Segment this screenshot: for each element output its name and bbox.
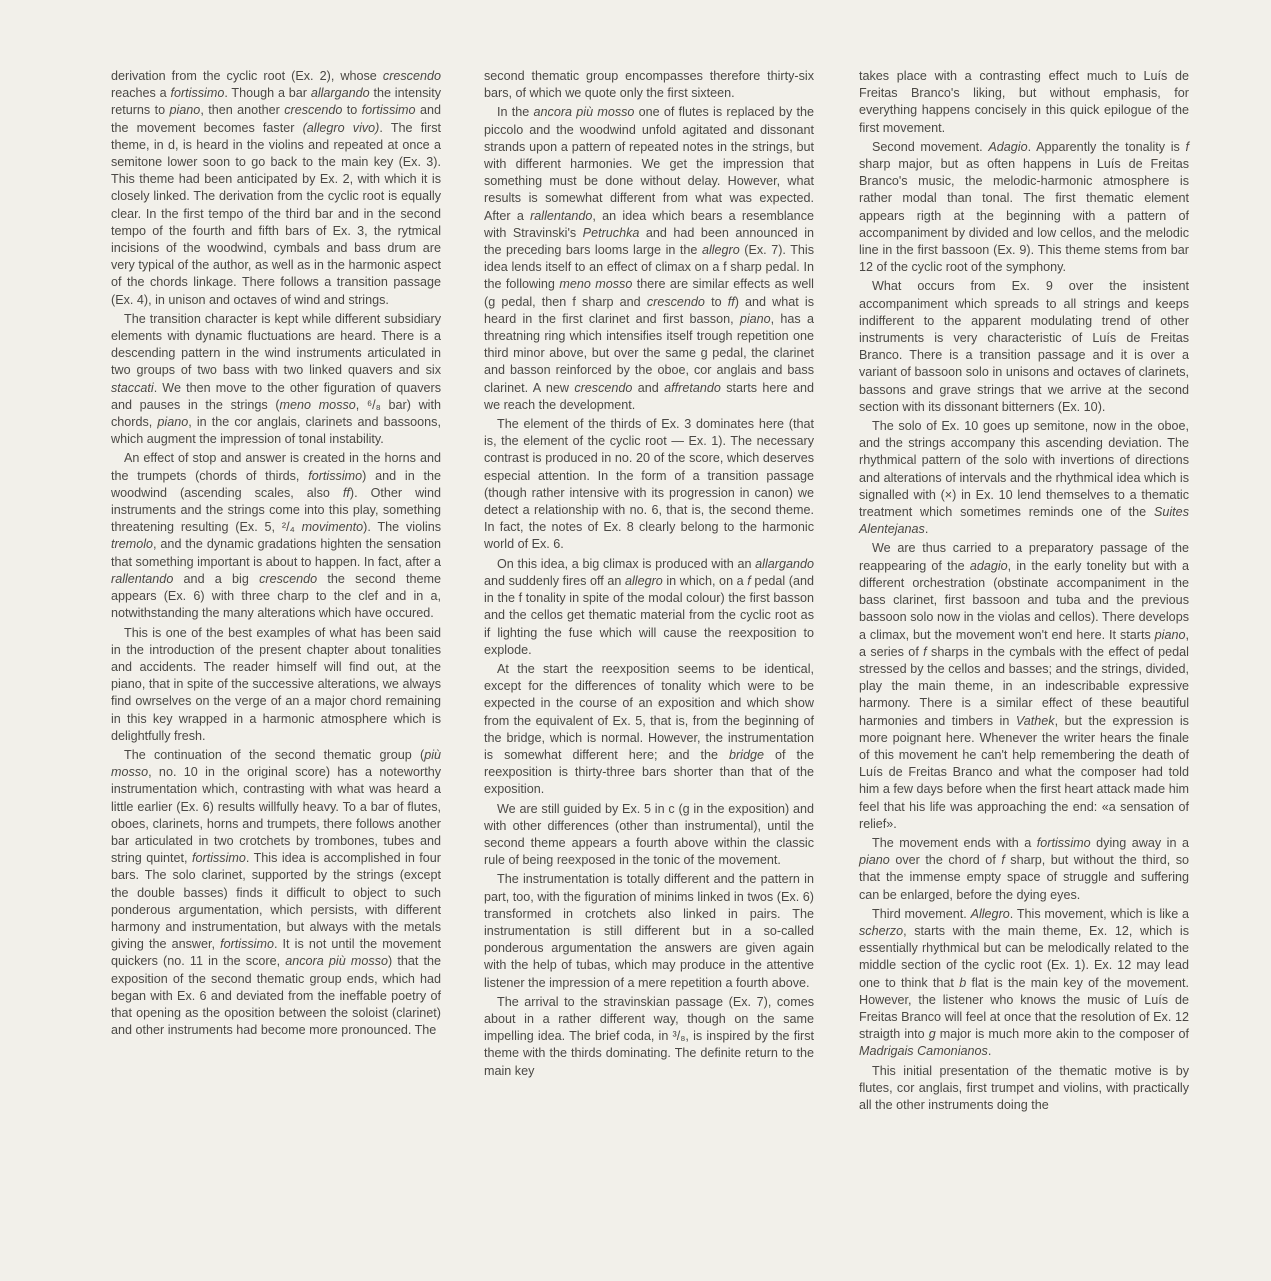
paragraph: An effect of stop and answer is created in the horns and the trumpets (chords of thirds, fortissimo) and in the woodwind (ascending scales, also ff). Other wind instruments and the strings come into this play, something threatening resulting (Ex. 5, ²/₄ movimento). The violins tremolo, and the dynamic gradations highten the sensation that something important is about to happen. In fact, after a rallentando and a big crescendo the second theme appears (Ex. 6) with three charp to the clef and in a, notwithstanding the many alterations which have occured. [111, 451, 441, 621]
text-column-3 [859, 68, 1189, 1116]
text-column-1 [111, 68, 441, 1041]
paragraph: On this idea, a big climax is produced with an allargando and suddenly fires off an allegro in which, on a f pedal (and in the f tonality in spite of the modal colour) the first basson and the cellos get thematic material from the cyclic root as if lighting the fuse which will cause the reexposition to explode. [484, 556, 814, 657]
paragraph: second thematic group encompasses therefore thirty-six bars, of which we quote only the first sixteen. [484, 69, 814, 101]
paragraph: We are thus carried to a preparatory passage of the reappearing of the adagio, in the early tonelity but with a different orchestration (obstinate accompaniment in the bass clarinet, first bassoon and tuba and the previous bassoon solo now in the violas and cellos). There develops a climax, but the movement won't end here. It starts piano, a series of f sharps in the cymbals with the effect of pedal stressed by the cellos and basses; and the strings, divided, play the main theme, in an indescribable expressive harmony. There is a similar effect of these beautiful harmonies and timbers in Vathek, but the expression is more poignant here. Whenever the writer hears the finale of this movement he can't help remembering the death of Luís de Freitas Branco and what the composer had told him a few days before when the first heart attack made him feel that his life was approaching the end: «a sensation of relief». [859, 541, 1189, 831]
paragraph: Second movement. Adagio. Apparently the tonality is f sharp major, but as often happens in Luís de Freitas Branco's music, the melodic-harmonic atmosphere is rather modal than tonal. The first thematic element appears rigth at the beginning with a pattern of accompaniment by divided and low cellos, and the melodic line in the first bassoon (Ex. 9). This theme stems from bar 12 of the cyclic root of the symphony. [859, 139, 1189, 275]
paragraph: The instrumentation is totally different and the pattern in part, too, with the figuration of minims linked in twos (Ex. 6) transformed in crotchets also linked in pairs. The instrumentation is still different but in a so-called ponderous argumentation the answers are given again with the help of tubas, which may produce in the attentive listener the impression of a mere repetition a fourth above. [484, 872, 814, 990]
paragraph: derivation from the cyclic root (Ex. 2), whose crescendo reaches a fortissimo. Though a bar allargando the intensity returns to piano, then another crescendo to fortissimo and the movement becomes faster (allegro vivo). The first theme, in d, is heard in the violins and repeated at once a semitone lower soon to go back to the main key (Ex. 3). This theme had been anticipated by Ex. 2, with which it is closely linked. The derivation from the cyclic root is equally clear. In the first tempo of the third bar and in the second tempo of the fourth and fifth bars of Ex. 3, the rytmical incisions of the woodwind, cymbals and bass drum are very typical of the author, as well as in the harmonic aspect of the chords linkage. There follows a transition passage (Ex. 4), in unison and octaves of wind and strings. [111, 69, 441, 307]
paragraph: This initial presentation of the thematic motive is by flutes, cor anglais, first trumpet and violins, with practically all the other instruments doing the [859, 1063, 1189, 1112]
paragraph: The movement ends with a fortissimo dying away in a piano over the chord of f sharp, but without the third, so that the immense empty space of struggle and suffering can be enlarged, before the dying eyes. [859, 835, 1189, 902]
paragraph: The transition character is kept while different subsidiary elements with dynamic fluctuations are heard. There is a descending pattern in the wind instruments articulated in two groups of two bass with two linked quavers and six staccati. We then move to the other figuration of quavers and pauses in the strings (meno mosso, ⁶/₈ bar) with chords, piano, in the cor anglais, clarinets and bassoons, which augment the impression of tonal instability. [111, 311, 441, 447]
paragraph: We are still guided by Ex. 5 in c (g in the exposition) and with other differences (other than instrumental), until the second theme appears a fourth above within the classic rule of being reexposed in the tonic of the movement. [484, 801, 814, 868]
paragraph: At the start the reexposition seems to be identical, except for the differences of tonality which were to be expected in the course of an exposition and which show from the equivalent of Ex. 5, that is, from the beginning of the bridge, which is normal. However, the instrumentation is somewhat different here; and the bridge of the reexposition is thirty-three bars shorter than that of the exposition. [484, 661, 814, 797]
paragraph: Third movement. Allegro. This movement, which is like a scherzo, starts with the main theme, Ex. 12, which is essentially rhythmical but can be melodically related to the middle section of the cyclic root (Ex. 1). Ex. 12 may lead one to think that b flat is the main key of the movement. However, the listener who knows the music of Luís de Freitas Branco will feel at once that the resolution of Ex. 12 straigth into g major is much more akin to the composer of Madrigais Camonianos. [859, 906, 1190, 1059]
paragraph: takes place with a contrasting effect much to Luís de Freitas Branco's liking, but without emphasis, for everything happens concisely in this quick epilogue of the first movement. [859, 69, 1189, 135]
paragraph: The element of the thirds of Ex. 3 dominates here (that is, the element of the cyclic root — Ex. 1). The necessary contrast is produced in no. 20 of the score, which deserves especial attention. In the form of a transition passage (though rather intensive with its progression in canon) we detect a relationship with no. 6, that is, the second theme. In fact, the notes of Ex. 8 clearly belong to the harmonic world of Ex. 6. [484, 417, 814, 552]
text-column-2 [484, 68, 814, 1082]
paragraph: In the ancora più mosso one of flutes is replaced by the piccolo and the woodwind unfold agitated and dissonant strands upon a pattern of repeated notes in the strings, but with different harmonies. We get the impression that something must be done without delay. However, what results is somewhat different from what was expected. After a rallentando, an idea which bears a resemblance with Stravinski's Petruchka and had been announced in the preceding bars looms large in the allegro (Ex. 7). This idea lends itself to an effect of climax on a f sharp pedal. In the following meno mosso there are similar effects as well (g pedal, then f sharp and crescendo to ff) and what is heard in the first clarinet and first basson, piano, has a threatning ring which intensifies itself trough repetition one third minor above, but over the same g pedal, the clarinet and basson reinforced by the oboe, cor anglais and bass clarinet. A new crescendo and affretando starts here and we reach the development. [484, 105, 814, 412]
paragraph: The continuation of the second thematic group (più mosso, no. 10 in the original score) has a noteworthy instrumentation which, contrasting with what was heard a little earlier (Ex. 6) results willfully heavy. To a bar of flutes, oboes, clarinets, horns and trumpets, there follows another bar articulated in two crotchets by trombones, tubes and string quintet, fortissimo. This idea is accomplished in four bars. The solo clarinet, supported by the strings (except the double basses) finds it difficult to object to such ponderous argumentation, which persists, with different harmony and instrumentation, but always with the metals giving the answer, fortissimo. It is not until the movement quickers (no. 11 in the score, ancora più mosso) that the exposition of the second thematic group ends, which had began with Ex. 6 and deviated from the ineffable poetry of that opening as the oposition between the soloist (clarinet) and other instruments had become more pronounced. The [111, 747, 442, 1038]
paragraph: The arrival to the stravinskian passage (Ex. 7), comes about in a rather different way, though on the same impelling idea. The brief coda, in ³/₈, is inspired by the first theme with the thirds dominating. The definite return to the main key [484, 994, 814, 1078]
paragraph: What occurs from Ex. 9 over the insistent accompaniment which spreads to all strings and keeps indifferent to the apparent modulating trend of other instruments is very characteristic of Luís de Freitas Branco. There is a transition passage and it is over a variant of bassoon solo in unisons and octaves of clarinets, bassons and grave strings that we arrive at the second section with its dissonant bitterners (Ex. 10). [859, 279, 1189, 414]
paragraph: The solo of Ex. 10 goes up semitone, now in the oboe, and the strings accompany this ascending deviation. The rhythmical pattern of the solo with invertions of directions and alterations of intervals and the rhythmical idea which is signalled with (×) in Ex. 10 lend themselves to a thematic treatment which sometimes reminds one of the Suites Alentejanas. [859, 419, 1189, 537]
paragraph: This is one of the best examples of what has been said in the introduction of the present chapter about tonalities and accidents. The reader himself will find out, at the piano, that in spite of the successive alterations, we always find owrselves on the verge of an a major chord remaining in this key wrapped in a harmonic atmosphere which is delightfully fresh. [111, 625, 441, 743]
